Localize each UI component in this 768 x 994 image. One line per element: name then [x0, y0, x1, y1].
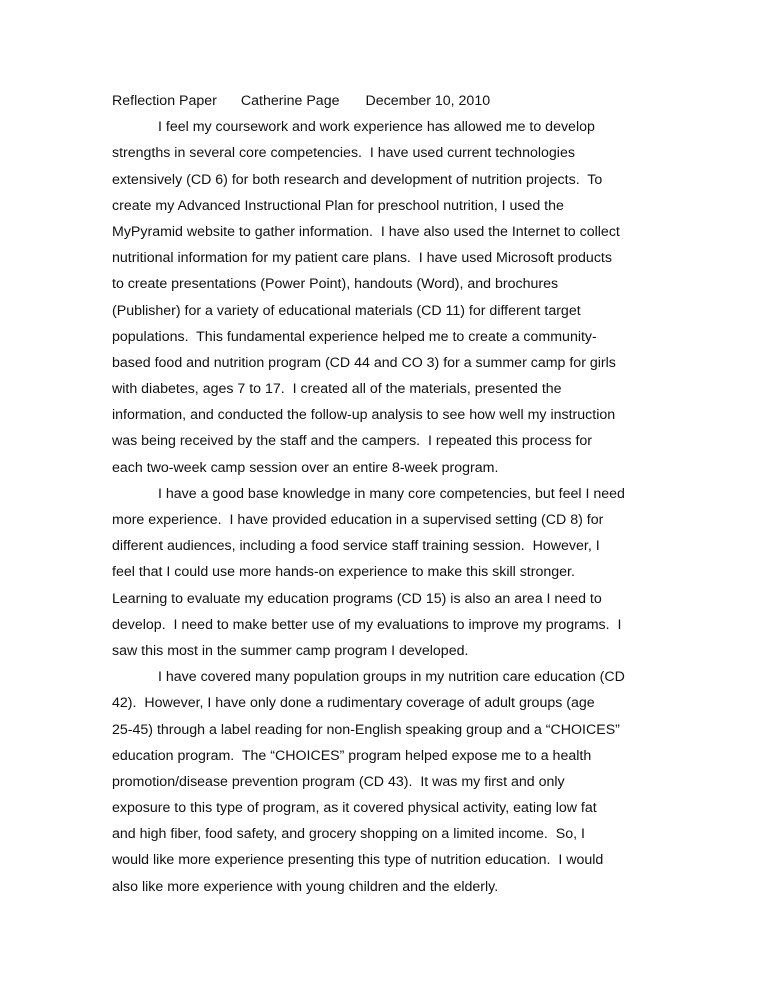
- paragraph-1-line: MyPyramid website to gather information. I have also used the Internet to collect: [112, 223, 620, 240]
- paragraph-2-line: I have a good base knowledge in many core competencies, but feel I need: [158, 485, 625, 502]
- paragraph-2-line: saw this most in the summer camp program I developed.: [112, 642, 469, 659]
- paragraph-2-line: different audiences, including a food service staff training session. However, I: [112, 538, 600, 555]
- paragraph-1-line: to create presentations (Power Point), handouts (Word), and brochures: [112, 276, 559, 293]
- paragraph-1-line: with diabetes, ages 7 to 17. I created all of the materials, presented the: [112, 381, 562, 398]
- paragraph-1-line: extensively (CD 6) for both research and development of nutrition projects. To: [112, 171, 603, 188]
- header-title: Reflection Paper: [112, 93, 217, 109]
- header-author: Catherine Page: [240, 93, 340, 109]
- paragraph-2-line: feel that I could use more hands-on experience to make this skill stronger.: [112, 564, 575, 581]
- paragraph-3-line: and high fiber, food safety, and grocery shopping on a limited income. So, I: [112, 826, 585, 843]
- header-date: December 10, 2010: [365, 93, 491, 109]
- paragraph-2-line: develop. I need to make better use of my evaluations to improve my programs. I: [112, 616, 622, 633]
- paragraph-1-line: based food and nutrition program (CD 44 and CO 3) for a summer camp for girls: [112, 354, 616, 371]
- paragraph-1-line: create my Advanced Instructional Plan for preschool nutrition, I used the: [112, 197, 564, 214]
- paragraph-3-line: 42). However, I have only done a rudimentary coverage of adult groups (age: [112, 695, 595, 712]
- paragraph-1-line: was being received by the staff and the campers. I repeated this process for: [112, 433, 593, 450]
- paragraph-1-line: information, and conducted the follow-up analysis to see how well my instruction: [112, 407, 616, 424]
- paragraph-1-line: I feel my coursework and work experience has allowed me to develop: [158, 119, 595, 136]
- paragraph-3-line: also like more experience with young children and the elderly.: [112, 878, 499, 895]
- document-body: [112, 88, 658, 900]
- paragraph-3-line: I have covered many population groups in my nutrition care education (CD: [158, 669, 625, 686]
- paragraph-1-line: nutritional information for my patient care plans. I have used Microsoft products: [112, 250, 612, 267]
- paragraph-3-line: would like more experience presenting this type of nutrition education. I would: [112, 852, 604, 869]
- paragraph-2-line: Learning to evaluate my education programs (CD 15) is also an area I need to: [112, 590, 602, 607]
- paragraph-1-line: (Publisher) for a variety of educational materials (CD 11) for different target: [112, 302, 581, 319]
- paragraph-3-line: promotion/disease prevention program (CD 43). It was my first and only: [112, 773, 565, 790]
- document-header: [112, 88, 658, 114]
- paragraph-1-line: each two-week camp session over an entire 8-week program.: [112, 459, 499, 476]
- paragraph-3-line: education program. The “CHOICES” program helped expose me to a health: [112, 747, 592, 764]
- paragraph-3-line: 25-45) through a label reading for non-English speaking group and a “CHOICES”: [112, 721, 620, 738]
- paragraph-1-line: populations. This fundamental experience helped me to create a community-: [112, 328, 597, 345]
- paragraph-2-line: more experience. I have provided education in a supervised setting (CD 8) for: [112, 512, 604, 528]
- paragraph-1-line: strengths in several core competencies. I have used current technologies: [112, 145, 575, 162]
- paragraph-3-line: exposure to this type of program, as it covered physical activity, eating low fat: [112, 800, 597, 817]
